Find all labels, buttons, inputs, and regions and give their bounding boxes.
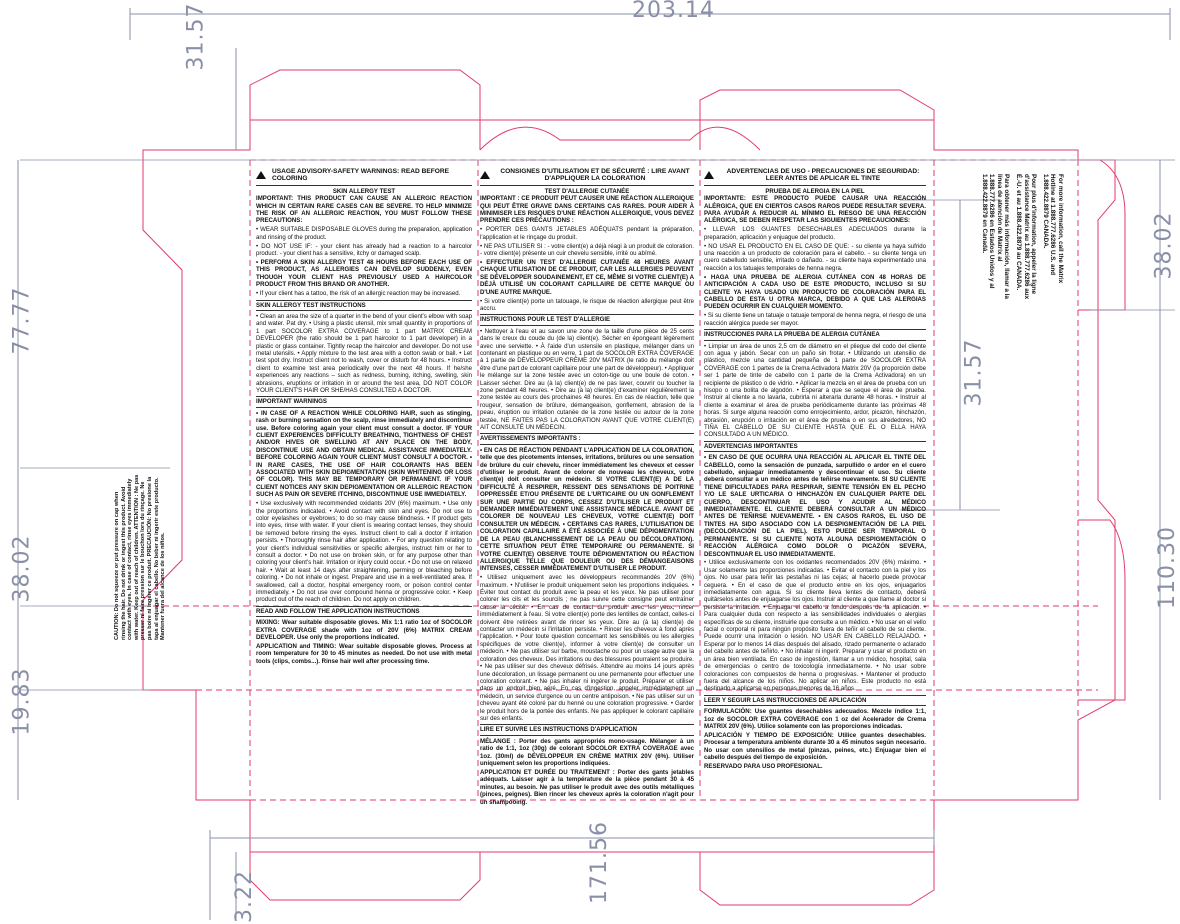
dim-right-mid: 31.57 (961, 338, 987, 407)
side-info-en: For more information, call the Matrix Hotline at 1.888.777.6286 U.S. and 1.888.422.8879 CANADA. (1041, 174, 1064, 284)
panel-es-pro: RESERVADO PARA USO PROFESIONAL. (704, 762, 823, 770)
dim-top-tab: 31.57 (183, 2, 209, 71)
panel-fr-intro: IMPORTANT : CE PRODUIT PEUT CAUSER UNE RÉACTION ALLERGIQUE QUI PEUT ÊTRE GRAVE DANS CERTAINS CAS RARES. POUR AIDER À MINIMISER LES RISQUES D'UNE RÉACTION ALLERGIQUE, VOUS DEVEZ PRENDRE CES PRÉCAUTIONS : (480, 195, 694, 225)
panel-fr-p4: • Si votre client(e) porte un tatouage, le risque de réaction allergique peut être accru. (480, 297, 694, 312)
panel-es-application: APLICACIÓN Y TIEMPO DE EXPOSICIÓN: Utilice guantes desechables. Procesar a temperatura ambiente durante 30 a 45 minutos según necesario. No usar con utensilios de metal (pinzas, peines, etc.) Enjuagar bien el cabello después del tiempo de exposición. (704, 731, 926, 762)
panel-es-intro: IMPORTANTE: ESTE PRODUCTO PUEDE CAUSAR UNA REACCIÓN ALÉRGICA, QUE EN CIERTOS CASOS RAROS PUEDE RESULTAR SEVERA. PARA AYUDAR A REDUCIR AL MÍNIMO EL RIESGO DE UNA REACCIÓN ALÉRGICA, SE DEBEN RESPETAR LAS SIGUIENTES PRECAUCIONES: (704, 195, 926, 225)
panel-fr-read-title: LIRE ET SUIVRE LES INSTRUCTIONS D'APPLICATION (480, 724, 694, 735)
dim-left-bottom: 19.83 (9, 667, 35, 736)
panel-fr-warnings: • EN CAS DE RÉACTION PENDANT L'APPLICATION DE LA COLORATION, telle que des picotements intenses, irritations, brûlures ou une sensation de brûlure du cuir chevelu, rincer immédiatement les cheveux et cesser d'utiliser le produit. Avant de colorer de nouveau les cheveux, votre client(e) doit consulter un médecin. SI VOTRE CLIENT(E) A DE LA DIFFICULTÉ À RESPIRER, RESSENT DES SENSATIONS DE POITRINE OPPRESSÉE ET/OU PRÉSENTE DE L'URTICAIRE OU UN GONFLEMENT SUR UNE PARTIE DU CORPS, CESSEZ D'UTILISER LE PRODUIT ET DEMANDER IMMÉDIATEMENT UNE ASSISTANCE MÉDICALE. AVANT DE COLORER DE NOUVEAU LES CHEVEUX, VOTRE CLIENT(E) DOIT CONSULTER UN MÉDECIN. • CERTAINS CAS RARES, L'UTILISATION DE COLORATION CAPILLAIRE A ÉTÉ ASSOCIÉE À UNE DÉPIGMENTATION DE LA PEAU (BLANCHISSEMENT DE LA PEAU OU DÉCOLORATION). CETTE SITUATION PEUT ÊTRE TEMPORAIRE OU PERMANENTE. SI VOTRE CLIENT(E) OBSERVE TOUTE DÉPIGMENTATION OU RÉACTION ALLERGIQUE TELLE QUE DOULEUR OU DES DÉMANGEAISONS INTENSES, CESSER IMMÉDIATEMENT D'UTILISER LE PRODUIT. (480, 446, 694, 573)
right-tuck-top (1078, 160, 1125, 310)
warning-triangle-icon (256, 171, 266, 179)
side-info-es: Para obtener más información, llamar a la línea de atención de Matrix al 1.888.777.6286 en Estados Unidos y al 1.888.422.8879 en Canadá. (980, 174, 1011, 299)
dim-bottom-width: 171.56 (586, 821, 612, 904)
panel-es-warnings-title: ADVERTENCIAS IMPORTANTES (704, 441, 926, 452)
panel-fr-p3: • EFFECTUER UN TEST D'ALLERGIE CUTANÉE 48 HEURES AVANT CHAQUE UTILISATION DE CE PRODUIT, CAR LES ALLERGIES PEUVENT SE DÉVELOPPER SOUDAINEMENT, ET CE, MÊME SI VOTRE CLIENT(E) A DÉJÀ UTILISÉ UN COLORANT CAPILLAIRE DE CETTE MARQUE OU D'UNE AUTRE MARQUE. (480, 258, 694, 296)
panel-fr-mixing: MÉLANGE : Porter des gants appropriés mono-usage. Mélanger à un ratio de 1:1, 1oz (30g) de colorant SOCOLOR EXTRA COVERAGE avec 1oz. (30ml) de DÉVELOPPEUR EN CRÈME MATRIX 20V (6%). Utiliser uniquement selon les proportions indiquées. (480, 737, 694, 767)
panel-french (480, 168, 694, 806)
panel-fr-application: APPLICATION ET DURÉE DU TRAITEMENT : Porter des gants jetables adéquats. Laisser agir à la température de la pièce pendant 30 à 45 minutes, au besoin. Ne pas utiliser le produit avec des outils métalliques (pinces, peignes). Bien rincer les cheveux après la coloration n'agit pour un shampooing. (480, 768, 694, 806)
side-info-fr: Pour plus d'information, appeler la ligne d'assistance Matrix au 1.888.777.6286 aux É.-U. et au 1.888.422.8879 au CANADA. (1015, 174, 1038, 300)
panel-en-instructions-title: SKIN ALLERGY TEST INSTRUCTIONS (256, 300, 472, 311)
panel-en-p1: • WEAR SUITABLE DISPOSABLE GLOVES during the preparation, application and rinsing of the product. (256, 226, 472, 241)
panel-fr-header (480, 168, 694, 186)
panel-fr-instructions: • Nettoyer à l'eau et au savon une zone de la taille d'une pièce de 25 cents dans le creux du coude du (de la) client(e). Sécher en épongeant légèrement avec une serviette. • À l'aide d'un ustensile en plastique, mélanger dans un contenant en plastique ou en verre, 1 part de SOCOLOR EXTRA COVERAGE à 1 partie de DÉVELOPPEUR CRÈME 20V MATRIX (le ratio du mélange doit être d'une part de colorant capillaire pour une part de développeur). • Appliquer le mélange sur la zone testée avec un coton-tige ou une boule de coton. • Laisser sécher. Dire au (à la) client(e) de ne pas laver, couvrir ou toucher la zone pendant 48 heures. • Dire au (à la) client(e) d'examiner régulièrement la zone testée au cours des prochaines 48 heures. En cas de réaction, telle que rougeur, sensation de brûlure, démangeaison, gonflement, abrasion de la peau, éruption ou irritation cutanée de la zone testée ou autour de la zone testée, NE FAITES PAS LA COLORATION AVANT QUE VOTRE CLIENT(E) AIT CONSULTÉ UN MÉDECIN. (480, 327, 694, 431)
panel-es-p3: • HAGA UNA PRUEBA DE ALERGIA CUTÁNEA CON 48 HORAS DE ANTICIPACIÓN A CADA USO DE ESTE PRODUCTO, INCLUSO SI SU CLIENTE YA HAYA USADO UN PRODUCTO DE COLORACIÓN PARA EL CABELLO DE ESTA U OTRA MARCA, DEBIDO A QUE LAS ALERGIAS PUEDEN OCURRIR EN CUALQUIER MOMENTO. (704, 273, 926, 311)
panel-en-warnings-title: IMPORTANT WARNINGS (256, 396, 472, 407)
panel-en-read-title: READ AND FOLLOW THE APPLICATION INSTRUCTIONS (256, 606, 472, 617)
panel-spanish (704, 168, 926, 770)
panel-fr-p1: • PORTER DES GANTS JETABLES ADÉQUATS pendant la préparation, l'application et le rinçage du produit. (480, 226, 694, 241)
panel-fr-p2: • NE PAS UTILISER SI : - votre client(e) a déjà réagi à un produit de coloration. - votre client(e) présente un cuir chevelu sensible, irrité ou abîmé. (480, 242, 694, 258)
dim-left-height: 77.77 (9, 286, 35, 355)
panel-fr-instructions-title: INSTRUCTIONS POUR LE TEST D'ALLERGIE (480, 314, 694, 325)
panel-es-instructions: • Limpiar un área de unos 2,5 cm de diámetro en el pliegue del codo del cliente con agua y jabón. Secar con un paño sin frotar. • Utilizando un utensilio de plástico, mezcle una cantidad pequeña de 1 parte de SOCOLOR EXTRA COVERAGE con 1 partes de la Crema Activadora Matrix 20V (la proporción debe ser 1 parte de tinte de cabello con 1 parte de la Crema Activadora) en un recipiente de plástico o de vidrio. • Aplicar la mezcla en el área de prueba con un hisopo o una bolita de algodón. • Esperar a que se seque el área de prueba. Instruir al cliente a no lavarla, cubrirla ni alterarla durante 48 horas. • Instruir al cliente a examinar el área de prueba periódicamente durante las próximas 48 horas. Si surge alguna reacción como enrojecimiento, ardor, picazón, hinchazón, abrasión, erupción o irritación en el área de prueba o en sus alrededores, NO TIÑA EL CABELLO DE SU CLIENTE HASTA QUE ÉL O ELLA HAYA CONSULTADO A UN MÉDICO. (704, 342, 926, 439)
panel-en-header (256, 168, 472, 186)
panel-fr-header-text: CONSIGNES D'UTILISATION ET DE SÉCURITÉ : LIRE AVANT D'APPLIQUER LA COLORATION (500, 168, 690, 183)
panel-es-read-title: LEER Y SEGUIR LAS INSTRUCCIONES DE APLICACIÓN (704, 695, 926, 706)
bottom-flap-right (700, 852, 934, 905)
top-flap-left (250, 70, 480, 150)
panel-en-usage: • Use exclusively with recommended oxidants 20V (6%) maximum. • Use only the proportions indicated. • Avoid contact with skin and eyes. Do not use to color eyelashes or eyebrows; to do so may cause blindness. • If product gets into eyes, rinse with water. If your client is wearing contact lenses, they should be removed before rinsing the eyes. Instruct client to call a doctor if irritation persists. • Thoroughly rinse hair after application. • For any question relating to your client's individual sensitivities or specific allergies, instruct him or her to consult a doctor. • Do not use on broken skin, or for any purpose other than coloring your client's hair. Irritation or injury could occur. • Do not use on relaxed hair. • Wait at least 14 days after straightening, perming or bleaching before coloring. • Do not inhale or ingest. Prepare and use in a well-ventilated area. If swallowed, call a doctor, hospital emergency room, or poison control center immediately. • Do not use over compound henna or progressive color. • Keep product out of the reach of children. Do not apply on children. (256, 500, 472, 604)
panel-en-application: APPLICATION and TIMING: Wear suitable disposable gloves. Process at room temperature for 30 to 45 minutes as needed. Do not use with metal tools (clips, combs...). Rinse hair well after processing time. (256, 642, 472, 665)
panel-es-usage: • Utilice exclusivamente con los oxidantes recomendados 20V (6%) máximo. • Usar solamente las proporciones indicadas. • Evitar el contacto con la piel y los ojos. No usar para teñir las pestañas ni las cejas; al hacerlo puede provocar ceguera. • En el caso de que el producto entre en los ojos, enjuagarlos inmediatamente con agua. Si su cliente lleva lentes de contacto, deberá quitárselos antes de enjuagarse los ojos. Instruir al cliente a que llame al doctor si persiste la irritación. • Enjuagar el cabello a fondo después de la aplicación. • Para cualquier duda con respecto a las sensibilidades individuales o alergias específicas de su cliente, instruirle que consulte a un médico. • No usar en el vello facial o corporal ni para ningún propósito fuera de teñir el cabello de su cliente. Puede ocurrir una irritación o lesión. NO USAR EN CABELLO RELAJADO. • Esperar por lo menos 14 días después del alisado, rizado permanente o aclarado del cabello antes de teñirlo. • No inhalar ni ingerir. Preparar y usar el producto en un área bien ventilada. En caso de ingestión, llamar a un médico, hospital, sala de emergencias o centro de toxicología inmediatamente. • No usar sobre coloraciones con compuestos de henna o progresivas. • Mantener el producto fuera del alcance de los niños. No aplicar en niños. Este producto no está destinado a aplicarse en personas menores de 16 años. (704, 559, 926, 693)
side-caution-panel (114, 474, 167, 640)
panel-es-p1: • LLEVAR LOS GUANTES DESECHABLES ADECUADOS durante la preparación, aplicación y enjuague del producto. (704, 226, 926, 241)
panel-en-p3: • PERFORM A SKIN ALLERGY TEST 48 HOURS BEFORE EACH USE OF THIS PRODUCT, AS ALLERGIES CAN DEVELOP SUDDENLY, EVEN THOUGH YOUR CLIENT HAS PREVIOUSLY USED A HAIRCOLOR PRODUCT FROM THIS BRAND OR ANOTHER. (256, 258, 472, 289)
bottom-flap-left (250, 852, 480, 900)
top-flap-mid (480, 127, 760, 150)
panel-en-mixing: MIXING: Wear suitable disposable gloves. Mix 1:1 ratio 1oz of SOCOLOR EXTRA COVERAGE shade with 1oz of 20V (6%) MATRIX CREAM DEVELOPER. Use only the proportions indicated. (256, 619, 472, 642)
dim-top-width: 203.14 (632, 0, 715, 23)
panel-en-title: SKIN ALLERGY TEST (332, 187, 396, 195)
panel-en-p2: • DO NOT USE IF: - your client has already had a reaction to a haircolor product. - your client has a sensitive, itchy or damaged scalp. (256, 242, 472, 258)
panel-es-mixing: FORMULACIÓN: Use guantes desechables adecuados. Mezcle índice 1:1, 1oz de SOCOLOR EXTRA COVERAGE con 1 oz del Acelerador de Crema MATRIX 20V (6%). Utilice solamente con las proporciones indicadas. (704, 708, 926, 730)
panel-es-p2: • NO USAR EL PRODUCTO EN EL CASO DE QUE: - su cliente ya haya sufrido una reacción a un producto de coloración para el cabello. - su cliente tenga un cuero cabelludo sensible, irritado o dañado. - su cliente haya experimentado una reacción a los tatuajes temporales de henna negra. (704, 242, 926, 272)
panel-fr-usage: • Utilisez uniquement avec les développeurs recommandés 20V (6%) maximum. • N'utiliser le produit uniquement selon les proportions indiquées. • Éviter tout contact du produit avec la peau et les yeux. Ne pas utiliser pour colorer les cils et les sourcils ; ne pas suivre cette consigne peut entraîner cause la cécité. • En cas de contact du produit avec les yeux, rincer immédiatement à l'eau. Si votre client(e) porte des lentilles de contact, celles-ci doivent être retirées avant de rincer les yeux. Dire au (à la) client(e) de contacter un médecin si l'irritation persiste. • Rincer les cheveux à fond après l'application. • Pour toute question concernant les sensibilités ou les allergies spécifiques de votre client(e), informer à votre client(e) de consulter un médecin. • Ne pas utiliser sur barbe, moustache ou pour un usage autre que la coloration des cheveux. Des irritations ou des blessures pourraient se produire. • Ne pas utiliser sur des cheveux défrisés. Attendre au moins 14 jours après une décoloration, un lissage permanent ou une permanente pour effectuer une coloration colorant. • Ne pas inhaler ni ingérer le produit. Préparer et utiliser dans un endroit bien aéré. En cas d'ingestion, appeler immédiatement un médecin, un service d'urgence ou un centre antipoison. • Ne pas utiliser sur un cheveu ayant été coloré par du henné ou une coloration progressive. • Garder le produit hors de la portée des enfants. Ne pas appliquer le colorant capillaire sur des enfants. (480, 574, 694, 722)
panel-es-p4: • Si su cliente tiene un tatuaje o tatuaje temporal de henna negra, el riesgo de una reacción alérgica puede ser mayor. (704, 312, 926, 327)
side-info-panel (980, 174, 1064, 304)
panel-fr-warnings-title: AVERTISSEMENTS IMPORTANTS : (480, 433, 694, 444)
panel-es-warnings: • EN CASO DE QUE OCURRA UNA REACCIÓN AL APLICAR EL TINTE DEL CABELLO, como la sensación de punzada, sarpullido o ardor en el cuero cabelludo, enjuagar inmediatamente y descontinuar el uso. Su cliente deberá consultar a un médico antes de teñirse nuevamente. SI SU CLIENTE TIENE DIFICULTADES PARA RESPIRAR, SIENTE TENSIÓN EN EL PECHO Y/O LE SALE URTICARIA O HINCHAZÓN EN CUALQUIER PARTE DEL CUERPO, DESCONTINUAR EL USO Y ACUDIR AL MÉDICO INMEDIATAMENTE. EL CLIENTE DEBERÁ CONSULTAR A UN MÉDICO ANTES DE TEÑIRSE NUEVAMENTE. • EN CASOS RAROS, EL USO DE TINTES HA SIDO ASOCIADO CON LA DESPIGMENTACIÓN DE LA PIEL (DECOLORACIÓN DE LA PIEL). ESTO PUEDE SER TEMPORAL O PERMANENTE. SI SU CLIENTE NOTA ALGUNA DESPIGMENTACIÓN O REACCIÓN ALÉRGICA COMO DOLOR O PICAZÓN SEVERA, DESCONTINUAR EL USO INMEDIATAMENTE. (704, 454, 926, 558)
dim-ticks-bottom (210, 830, 934, 920)
panel-en-header-text: USAGE ADVISORY-SAFETY WARNINGS: READ BEFORE COLORING (272, 168, 450, 183)
panel-fr-title: TEST D'ALLERGIE CUTANÉE (544, 187, 630, 195)
panel-english (256, 168, 472, 665)
warning-triangle-icon (480, 171, 490, 179)
dim-bottom-small: 3.22 (231, 870, 257, 923)
side-caution-text: CAUTION: Do not squeeze or put pressure on cap when rinsing the hair. Do not drink or ingest this product. Avoid contact with eyes. In case of contact, rinse eyes immediately with water. Keep out of reach of children. ATTENTION : Ne pas presser ni faire pression sur le bouchon lors du rinçage. Ne pas boire ni ingérer ce produit. PRECAUCIÓN: No presione la tapa al enjuagar el cabello. No beber ni ingerir este producto. Mantener fuera del alcance de los niños. (114, 474, 167, 640)
panel-en-instructions: • Clean an area the size of a quarter in the bend of your client's elbow with soap and water. Pat dry. • Using a plastic utensil, mix small quantity in proportions of 1 part SOCOLOR EXTRA COVERAGE to 1 part MATRIX CREAM DEVELOPER (the ratio should be 1 part haircolor to 1 part developer) in a plastic or glass container. Tightly recap the haircolor and developer. Do not use metal utensils. • Apply mixture to the test area with a cotton swab or ball. • Let test spot dry. Instruct client not to wash, cover or disturb for 48 hours. • Instruct client to examine test area periodically over the next 48 hours. If he/she experiences any reactions – such as redness, burning, itching, swelling, skin abrasions, eruptions or irritation in or around the test area, DO NOT COLOR YOUR CLIENT'S HAIR OR SHE/HAS CONSULTED A DOCTOR. (256, 312, 472, 394)
dim-left-mid: 38.02 (9, 534, 35, 603)
panel-es-header (704, 168, 926, 186)
panel-en-intro: IMPORTANT: THIS PRODUCT CAN CAUSE AN ALLERGIC REACTION WHICH IN CERTAIN RARE CASES CAN BE SEVERE. TO HELP MINIMIZE THE RISK OF AN ALLERGIC REACTION, YOU MUST FOLLOW THESE PRECAUTIONS: (256, 195, 472, 225)
panel-es-header-text: ADVERTENCIAS DE USO - PRECAUCIONES DE SEGURIDAD: LEER ANTES DE APLICAR EL TINTE (726, 168, 920, 183)
panel-es-instructions-title: INSTRUCCIONES PARA LA PRUEBA DE ALERGIA CUTÁNEA (704, 329, 926, 340)
dim-right-bottom: 110.30 (1154, 526, 1180, 609)
panel-en-p4: • If your client has a tattoo, the risk of an allergic reaction may be increased. (256, 290, 461, 298)
right-tuck-bottom (1078, 520, 1125, 700)
panel-en-warnings: • IN CASE OF A REACTION WHILE COLORING HAIR, such as stinging, rash or burning sensation on the scalp, rinse immediately and discontinue use. Before coloring again your client must consult a doctor. IF YOUR CLIENT EXPERIENCES DIFFICULTY BREATHING, TIGHTNESS OF CHEST AND/OR HIVES OR SWELLING AT ANY PLACE ON THE BODY, DISCONTINUE USE AND OBTAIN MEDICAL ASSISTANCE IMMEDIATELY. BEFORE COLORING AGAIN YOUR CLIENT MUST CONSULT A DOCTOR. • IN RARE CASES, THE USE OF HAIR COLORANTS HAS BEEN ASSOCIATED WITH SKIN DEPIGMENTATION (SKIN WHITENING OR LOSS OF COLOR). THIS MAY BE TEMPORARY OR PERMANENT. IF YOUR CLIENT NOTICES ANY SKIN DEPIGMENTATION OR ALLERGIC REACTION SUCH AS PAIN OR SEVERE ITCHING, DISCONTINUE USE IMMEDIATELY. (256, 409, 472, 499)
dim-right-top: 38.02 (1151, 211, 1177, 280)
warning-triangle-icon (704, 171, 714, 179)
panel-es-title: PRUEBA DE ALERGIA EN LA PIEL (765, 187, 865, 195)
